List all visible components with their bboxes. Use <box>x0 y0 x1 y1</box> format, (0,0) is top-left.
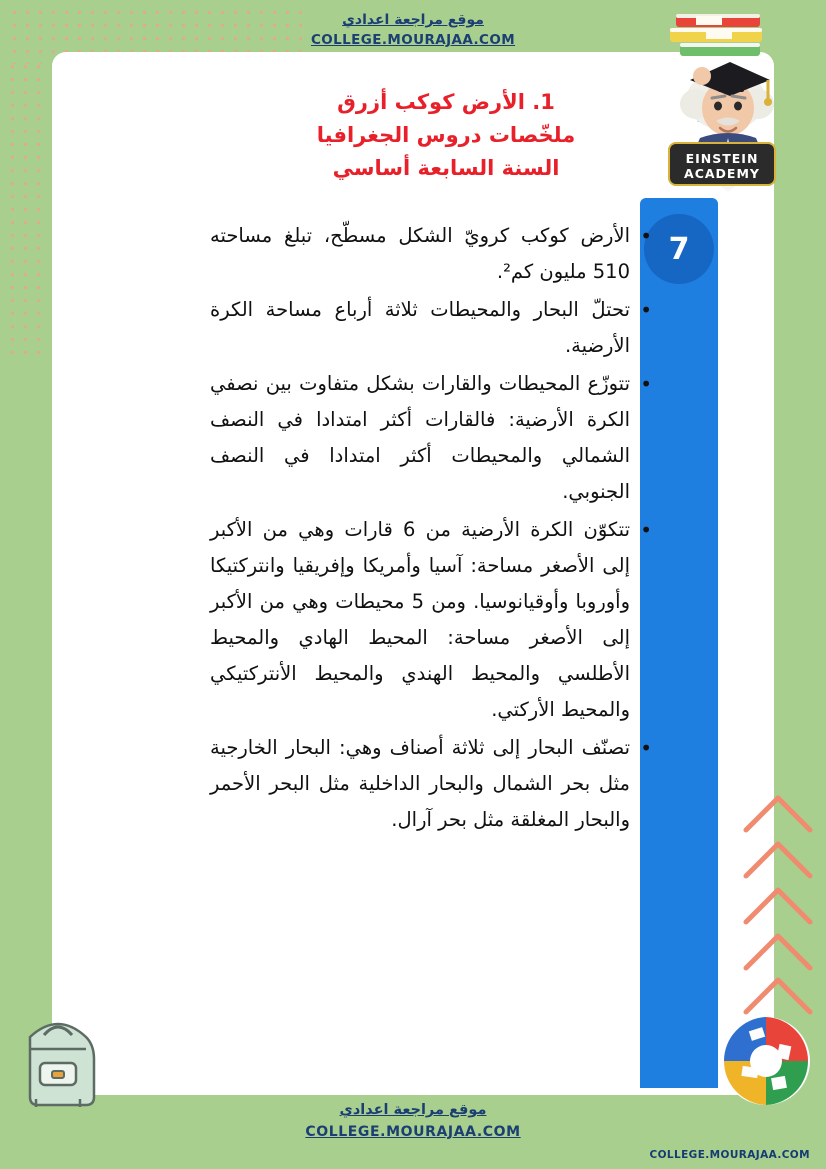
chevron-decoration-icon <box>738 790 818 1020</box>
footer-corner-url: COLLEGE.MOURAJAA.COM <box>649 1149 810 1161</box>
header-site-url[interactable]: COLLEGE.MOURAJAA.COM <box>310 32 516 48</box>
list-item: • تتوزّع المحيطات والقارات بشكل متفاوت بين نصفي الكرة الأرضية: فالقارات أكثر امتدادا في النصف الشمالي والمحيطات أكثر امتدادا في النصف الجنوبي. <box>210 366 630 510</box>
logo-line-2: ACADEMY <box>684 166 760 181</box>
grade-number-badge: 7 <box>644 214 714 284</box>
school-supplies-circle-icon <box>720 1015 812 1107</box>
list-item: • تصنّف البحار إلى ثلاثة أصناف وهي: البحار الخارجية مثل بحر الشمال والبحار الداخلية مثل البحر الأحمر والبحار المغلقة مثل بحر آرال. <box>210 730 630 838</box>
page-title <box>236 86 656 185</box>
lesson-content <box>210 218 630 840</box>
title-line-1: 1. الأرض كوكب أزرق <box>337 90 555 114</box>
list-item: • الأرض كوكب كرويّ الشكل مسطّح، تبلغ مساحته 510 مليون كم². <box>210 218 630 290</box>
list-item: • تتكوّن الكرة الأرضية من 6 قارات وهي من الأكبر إلى الأصغر مساحة: آسيا وأمريكا وإفريقيا وانتركتيكا وأوروبا وأوقيانوسيا. ومن 5 محيطات وهي من الأكبر إلى الأصغر مساحة: المحيط الهادي والمحيط الأطلسي والمحيط الهندي والمحيط الأنتركتيكي والمحيط الأركتي. <box>210 512 630 728</box>
bullet-list <box>210 218 630 838</box>
list-item: • تحتلّ البحار والمحيطات ثلاثة أرباع مساحة الكرة الأرضية. <box>210 292 630 364</box>
header-site-name: موقع مراجعة اعدادي <box>342 12 484 28</box>
title-line-2: ملخّصات دروس الجغرافيا <box>316 123 576 147</box>
logo-line-1: EINSTEIN <box>685 151 759 166</box>
blue-side-bar <box>640 198 718 1088</box>
title-line-3: السنة السابعة أساسي <box>332 156 560 180</box>
dot-pattern-left <box>6 60 48 360</box>
footer-site-url[interactable]: COLLEGE.MOURAJAA.COM <box>305 1124 521 1140</box>
footer-site-link[interactable] <box>0 1099 826 1143</box>
footer-site-name: موقع مراجعة اعدادي <box>339 1102 487 1118</box>
einstein-academy-logo <box>668 142 776 186</box>
backpack-icon <box>10 1003 106 1113</box>
